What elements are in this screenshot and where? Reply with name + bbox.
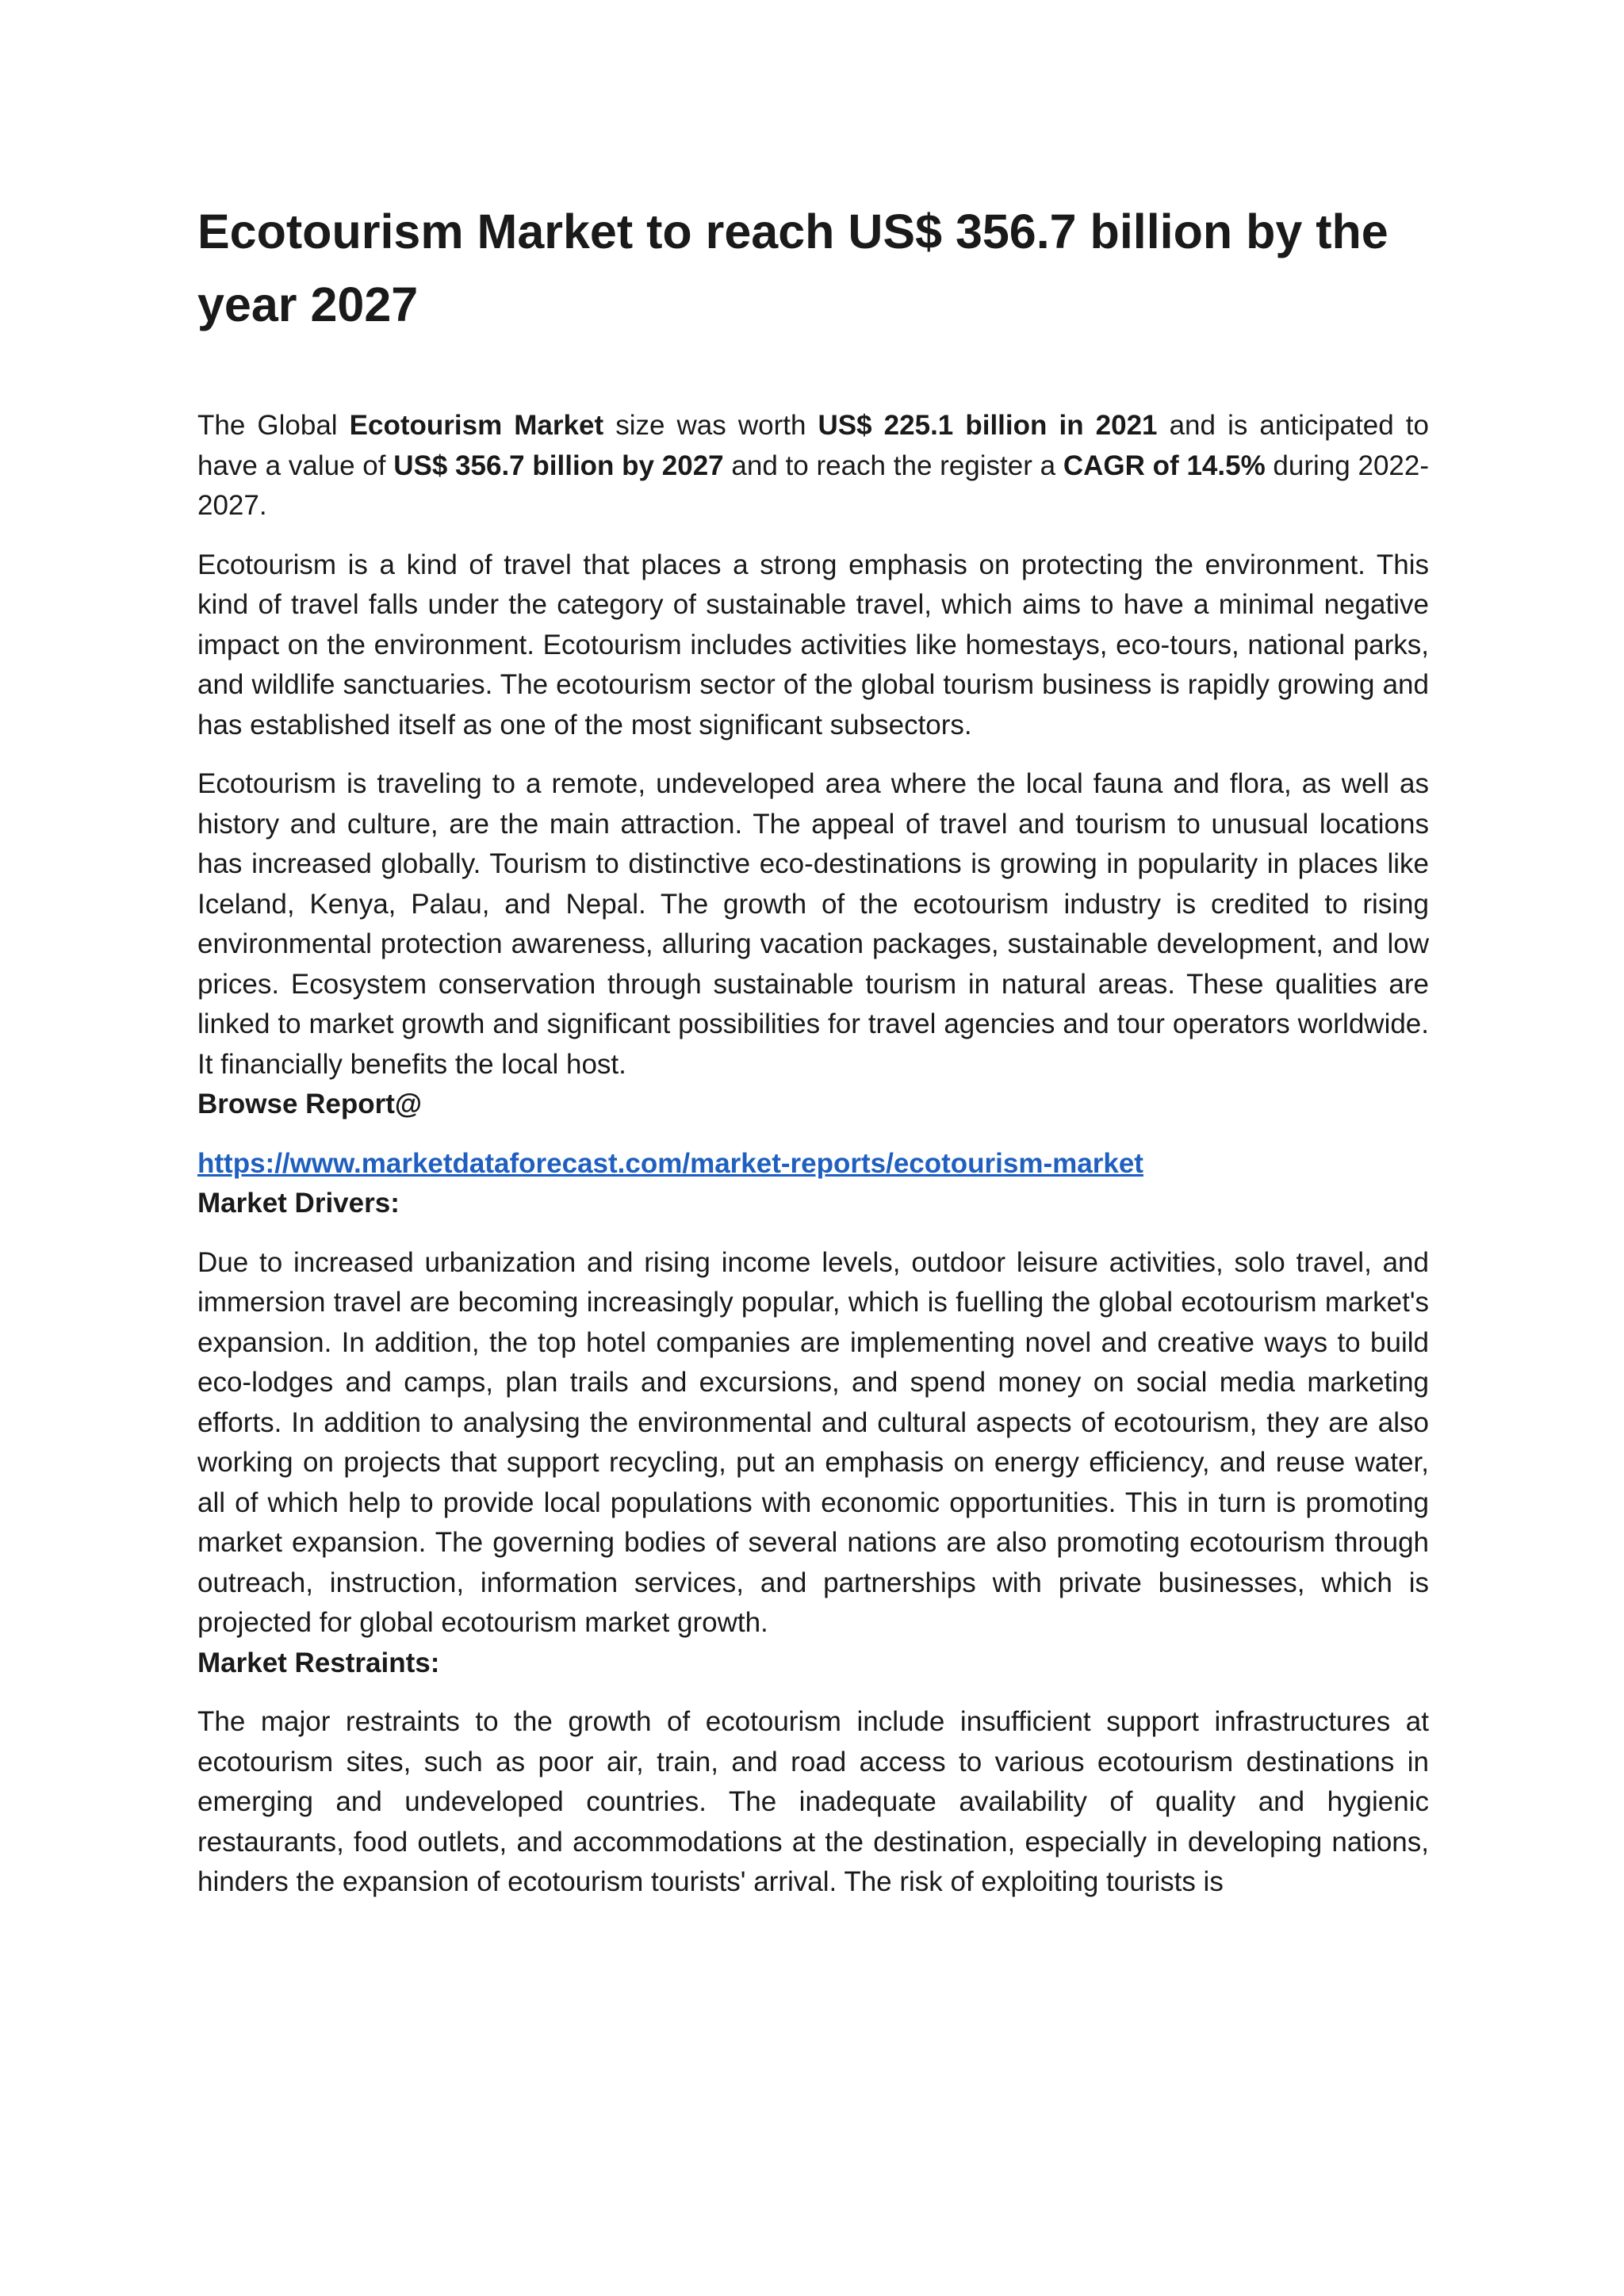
market-drivers-paragraph: Due to increased urbanization and rising income levels, outdoor leisure activities, solo travel, and immersion travel are becoming increasingly popular, which is fuelling the global ecotourism market's expansion. In addition, the top hotel companies are implementing novel and creative ways to build eco-lodges and camps, plan trails and excursions, and spend money on social media marketing efforts. In addition to analysing the environmental and cultural aspects of ecotourism, they are also working on projects that support recycling, put an emphasis on energy efficiency, and reuse water, all of which help to provide local populations with economic opportunities. This in turn is promoting market expansion. The governing bodies of several nations are also promoting ecotourism through outreach, instruction, information services, and partnerships with private businesses, which is projected for global ecotourism market growth. bbox=[197, 1246, 1429, 1638]
intro-text-1: The Global bbox=[197, 410, 350, 441]
report-link[interactable]: https://www.marketdataforecast.com/market-reports/ecotourism-market bbox=[197, 1147, 1143, 1179]
browse-report-label: Browse Report@ bbox=[197, 1089, 423, 1119]
intro-text-3: and is anticipated to have a value of bbox=[197, 410, 1429, 481]
market-drivers-heading: Market Drivers: bbox=[197, 1188, 400, 1219]
definition-paragraph: Ecotourism is a kind of travel that places a strong emphasis on protecting the environment. This kind of travel falls under the category of sustainable travel, which aims to have a minimal negative impact on the environment. Ecotourism includes activities like homestays, eco-tours, national parks, and wildlife sanctuaries. The ecotourism sector of the global tourism business is rapidly growing and has established itself as one of the most significant subsectors. bbox=[197, 549, 1429, 740]
document-page bbox=[197, 195, 1429, 1903]
intro-bold-market: Ecotourism Market bbox=[349, 410, 604, 441]
intro-paragraph bbox=[197, 406, 1429, 526]
market-restraints-heading: Market Restraints: bbox=[197, 1647, 440, 1678]
page-title: Ecotourism Market to reach US$ 356.7 billion by the year 2027 bbox=[197, 205, 1388, 331]
intro-bold-2021-value: US$ 225.1 billion in 2021 bbox=[818, 410, 1158, 441]
report-link-row bbox=[197, 1144, 1429, 1184]
intro-text-5: during 2022-2027. bbox=[197, 450, 1429, 521]
intro-bold-cagr: CAGR of 14.5% bbox=[1063, 450, 1266, 481]
description-paragraph: Ecotourism is traveling to a remote, undeveloped area where the local fauna and flora, as well as history and culture, are the main attraction. The appeal of travel and tourism to unusual locations has increased globally. Tourism to distinctive eco-destinations is growing in popularity in places like Iceland, Kenya, Palau, and Nepal. The growth of the ecotourism industry is credited to rising environmental protection awareness, alluring vacation packages, sustainable development, and low prices. Ecosystem conservation through sustainable tourism in natural areas. These qualities are linked to market growth and significant possibilities for travel agencies and tour operators worldwide. It financially benefits the local host. bbox=[197, 768, 1429, 1080]
intro-text-4: and to reach the register a bbox=[723, 450, 1063, 481]
intro-text-2: size was worth bbox=[603, 410, 818, 441]
intro-bold-2027-value: US$ 356.7 billion by 2027 bbox=[393, 450, 724, 481]
market-restraints-paragraph: The major restraints to the growth of ecotourism include insufficient support infrastructures at ecotourism sites, such as poor air, train, and road access to various ecotourism destinations in emerging and undeveloped countries. The inadequate availability of quality and hygienic restaurants, food outlets, and accommodations at the destination, especially in developing nations, hinders the expansion of ecotourism tourists' arrival. The risk of exploiting tourists is bbox=[197, 1706, 1429, 1897]
